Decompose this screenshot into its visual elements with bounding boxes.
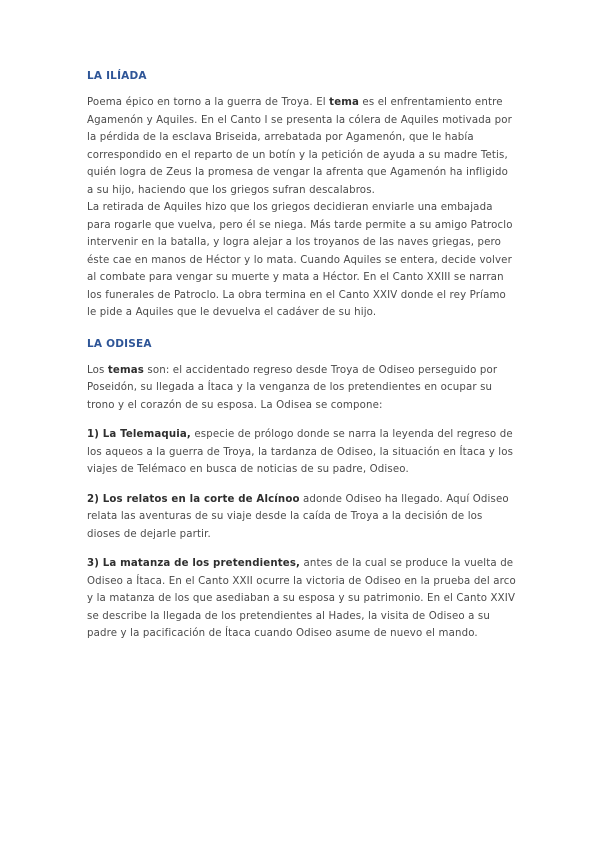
iliada-p1-text-a: Poema épico en torno a la guerra de Troya. El <box>87 97 330 108</box>
odisea-item-2 <box>87 491 517 544</box>
odisea-section <box>87 338 517 643</box>
odisea-item-2-text: adonde Odiseo ha llegado. Aquí Odiseo relata las aventuras de su viaje desde la caída de Troya a la decisión de los dioses de dejarle partir. <box>87 493 509 540</box>
odisea-item-1 <box>87 426 517 479</box>
odisea-item-3-bold: 3) La matanza de los pretendientes, <box>87 558 301 569</box>
odisea-intro-text-a: Los <box>87 364 108 376</box>
odisea-item-2-bold: 2) Los relatos en la corte de Alcínoo <box>87 493 300 505</box>
odisea-item-3 <box>87 555 517 643</box>
odisea-heading: LA ODISEA <box>87 337 152 350</box>
odisea-item-1-text: especie de prólogo donde se narra la leyenda del regreso de los aqueos a la guerra de Troya, la tardanza de Odiseo, la situación en Ítaca y los viajes de Telémaco en busca de noticias de su padre, Odiseo. <box>87 429 514 475</box>
iliada-paragraph-1 <box>87 94 517 199</box>
odisea-item-3-text: antes de la cual se produce la vuelta de Odiseo a Ítaca. En el Canto XXII ocurre la victoria de Odiseo en la prueba del arco y la matanza de los que asediaban a su esposa y su patrimonio. En el Canto XXIV se describe la llegada de los pretendientes al Hades, la visita de Odiseo a su padre y la pacificación de Ítaca cuando Odiseo asume de nuevo el mando. <box>87 558 516 639</box>
odisea-intro-text-b: son: el accidentado regreso desde Troya de Odiseo perseguido por Poseidón, su llegada a Ítaca y la venganza de los pretendientes en ocupar su trono y el corazón de su esposa. La Odisea se compone: <box>87 364 498 411</box>
odisea-intro-bold: temas <box>107 364 144 376</box>
odisea-item-1-bold: 1) La Telemaquia, <box>87 429 191 440</box>
iliada-p1-text-b: es el enfrentamiento entre Agamenón y Aquiles. En el Canto I se presenta la cólera de Aquiles motivada por la pérdida de la esclava Briseida, arrebatada por Agamenón, que le había correspondido en el reparto de un botín y la petición de ayuda a su madre Tetis, quién logra de Zeus la promesa de vengar la afrenta que Agamenón ha infligido a su hijo, haciendo que los griegos sufran descalabros. <box>87 97 512 196</box>
document-body <box>87 70 517 643</box>
iliada-heading: LA ILÍADA <box>87 70 147 82</box>
iliada-paragraph-2: La retirada de Aquiles hizo que los griegos decidieran enviarle una embajada para rogarle que vuelva, pero él se niega. Más tarde permite a su amigo Patroclo intervenir en la batalla, y logra alejar a los troyanos de las naves griegas, pero éste cae en manos de Héctor y lo mata. Cuando Aquiles se entera, decide volver al combate para vengar su muerte y mata a Héctor. En el Canto XXIII se narran los funerales de Patroclo. La obra termina en el Canto XXIV donde el rey Príamo le pide a Aquiles que le devuelva el cadáver de su hijo. <box>87 202 513 318</box>
odisea-intro <box>87 362 517 415</box>
iliada-p1-bold: tema <box>329 97 360 108</box>
